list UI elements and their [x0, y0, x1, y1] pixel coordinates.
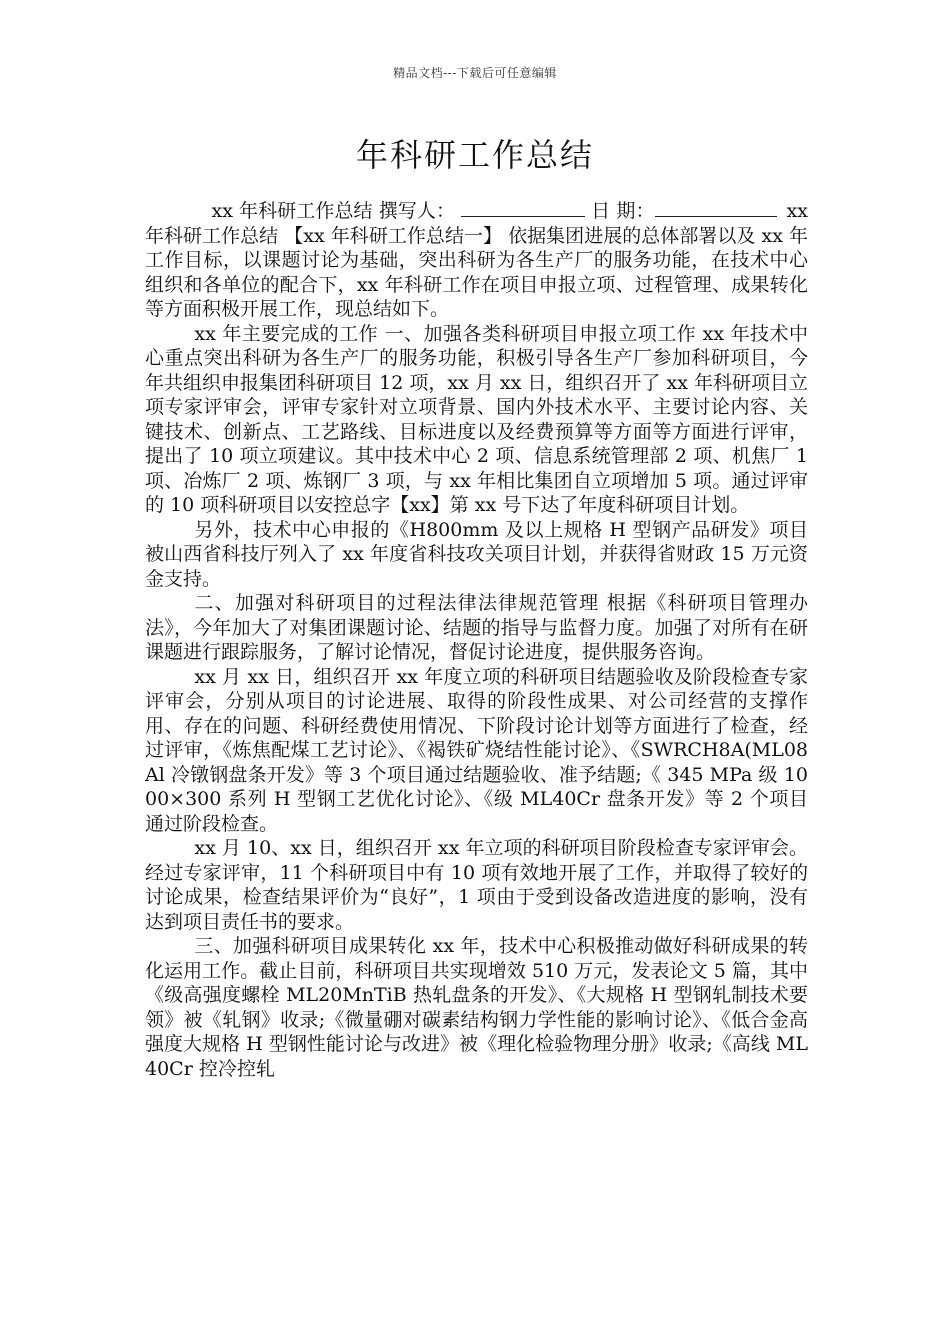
- date-blank: [655, 198, 733, 217]
- paragraph: 二、加强对科研项目的过程法律法律规范管理 根据《科研项目管理办法》，今年加大了对集团课题讨论、结题的指导与监督力度。加强了对所有在研课题进行跟踪服务，了解讨论情况，督促讨论进度，提供服务咨询。: [145, 592, 808, 663]
- document-title: 年科研工作总结: [355, 136, 594, 174]
- author-blank: [461, 198, 585, 217]
- meta-author-label: xx 年科研工作总结 撰写人：: [211, 200, 456, 222]
- page-header: 精品文档---下载后可任意编辑: [393, 66, 557, 80]
- meta-paragraph: [145, 198, 808, 322]
- paragraph: xx 年主要完成的工作 一、加强各类科研项目申报立项工作 xx 年技术中心重点突出科研为各生产厂的服务功能，积极引导各生产厂参加科研项目，今年共组织申报集团科研项目 12 项，xx 月 xx 日，组织召开了 xx 年科研项目立项专家评审会，评审专家针对立项背景、国内外技术水平、主要讨论内容、关键技术、创新点、工艺路线、目标进度以及经费预算等方面等方面进行评审，提出了 10 项立项建议。其中技术中心 2 项、信息系统管理部 2 项、机焦厂 1 项、冶炼厂 2 项、炼钢厂 3 项，与 xx 年相比集团自立项增加 5 项。通过评审的 10 项科研项目以安控总字【xx】第 xx 号下达了年度科研项目计划。: [145, 322, 808, 516]
- document-body: [145, 198, 808, 1081]
- paragraph: xx 月 xx 日，组织召开 xx 年度立项的科研项目结题验收及阶段检查专家评审会，分别从项目的讨论进展、取得的阶段性成果、对公司经营的支撑作用、存在的问题、科研经费使用情况、下阶段讨论计划等方面进行了检查，经过评审，《炼焦配煤工艺讨论》、《褐铁矿烧结性能讨论》、《SWRCH8A(ML08Al 冷镦钢盘条开发》等 3 个项目通过结题验收、准予结题;《 345 MPa 级 1000×300 系列 H 型钢工艺优化讨论》、《级 ML40Cr 盘条开发》等 2 个项目通过阶段检查。: [145, 665, 808, 835]
- intro-text: xx 年科研工作总结 【xx 年科研工作总结一】 依据集团进展的总体部署以及 xx 年工作目标，以课题讨论为基础，突出科研为各生产厂的服务功能，在技术中心组织和各单位的配合下，xx 年科研工作在项目申报立项、过程管理、成果转化等方面积极开展工作，现总结如下。: [145, 200, 808, 320]
- paragraph: xx 月 10、xx 日，组织召开 xx 年立项的科研项目阶段检查专家评审会。经过专家评审，11 个科研项目中有 10 项有效地开展了工作，并取得了较好的讨论成果，检查结果评价为“良好”，1 项由于受到设备改造进度的影响，没有达到项目责任书的要求。: [145, 837, 808, 933]
- paragraph: 另外，技术中心申报的《H800mm 及以上规格 H 型钢产品研发》项目被山西省科技厅列入了 xx 年度省科技攻关项目计划，并获得省财政 15 万元资金支持。: [145, 518, 808, 590]
- date-blank-continued: [733, 198, 777, 217]
- meta-date-label: 日 期：: [591, 200, 655, 222]
- paragraph: 三、加强科研项目成果转化 xx 年，技术中心积极推动做好科研成果的转化运用工作。截止目前，科研项目共实现增效 510 万元，发表论文 5 篇，其中《级高强度螺栓 ML20MnTiB 热轧盘条的开发》、《大规格 H 型钢轧制技术要领》被《轧钢》收录;《微量硼对碳素结构钢力学性能的影响讨论》、《低合金高强度大规格 H 型钢性能讨论与改进》被《理化检验物理分册》收录;《高线 ML40Cr 控冷控轧: [145, 935, 808, 1080]
